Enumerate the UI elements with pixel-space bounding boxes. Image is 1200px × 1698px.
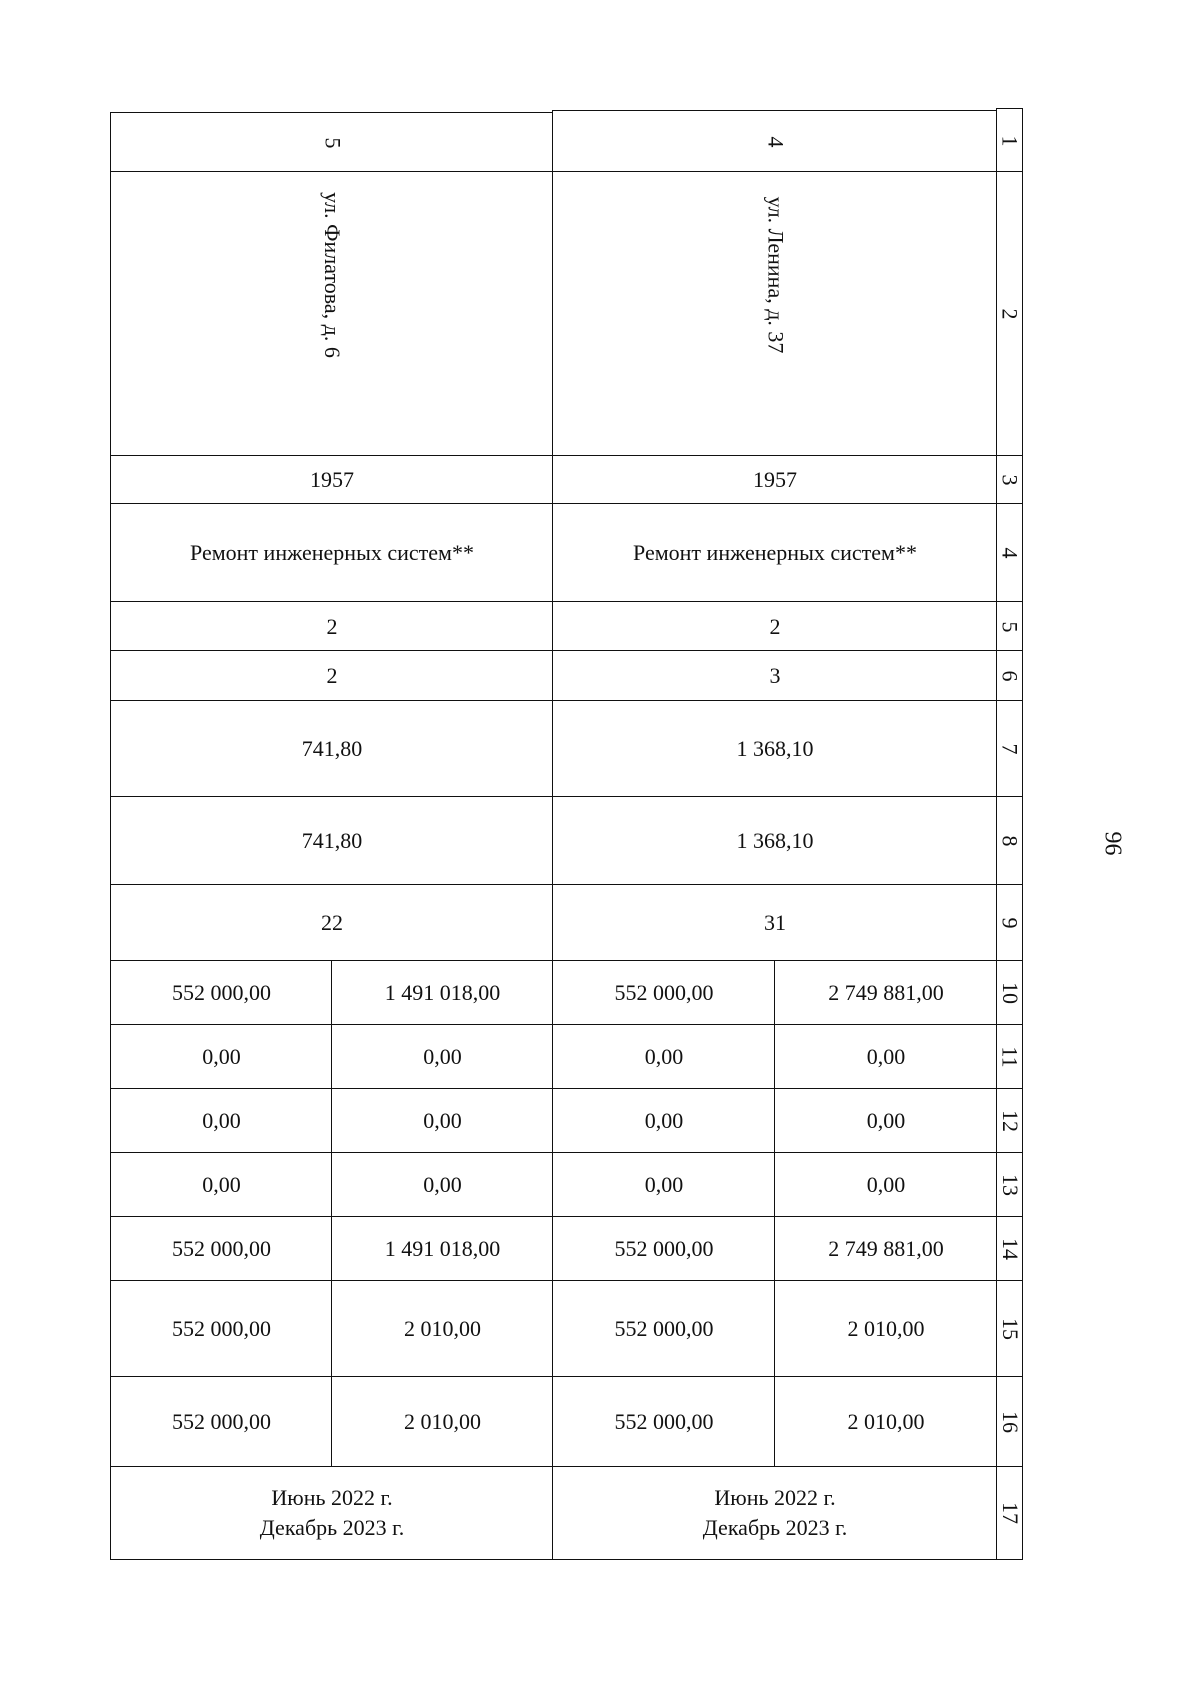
col16-b <box>774 1376 998 1468</box>
col7-value: 1 368,10 <box>736 736 814 761</box>
col10-a <box>110 960 333 1026</box>
period-start: Июнь 2022 г. <box>714 1485 836 1510</box>
value: 0,00 <box>866 1172 906 1197</box>
column-number: 4 <box>997 547 1023 559</box>
column-number-cell <box>996 884 1023 962</box>
col15-b <box>774 1280 998 1378</box>
col10-b <box>774 960 998 1026</box>
column-number: 17 <box>997 1502 1023 1524</box>
value: 2 749 881,00 <box>828 1236 944 1261</box>
value: 0,00 <box>423 1172 462 1197</box>
column-number-cell <box>996 650 1023 702</box>
col6-cell <box>552 650 998 702</box>
value: 0,00 <box>202 1172 241 1197</box>
value: 552 000,00 <box>172 1316 271 1341</box>
value: 0,00 <box>644 1108 684 1133</box>
column-number-cell <box>996 1466 1023 1560</box>
row-number-cell <box>110 112 554 173</box>
col16-a <box>552 1376 776 1468</box>
col8-value: 1 368,10 <box>736 828 814 853</box>
work-type-cell <box>552 503 998 603</box>
column-number: 6 <box>997 670 1023 682</box>
value: 2 010,00 <box>404 1409 481 1434</box>
year-text: 1957 <box>310 467 354 492</box>
column-number-cell <box>996 796 1023 886</box>
column-number-cell <box>996 503 1023 603</box>
value: 0,00 <box>866 1108 906 1133</box>
col12-a <box>110 1088 333 1154</box>
column-number: 14 <box>997 1238 1023 1260</box>
col8-cell <box>110 796 554 886</box>
period-start: Июнь 2022 г. <box>271 1485 393 1510</box>
column-number: 5 <box>997 621 1023 632</box>
column-number: 2 <box>997 308 1023 320</box>
column-number: 7 <box>997 743 1023 755</box>
column-number-cell <box>996 960 1023 1026</box>
col11-b <box>331 1024 554 1090</box>
col15-b <box>331 1280 554 1378</box>
col12-a <box>552 1088 776 1154</box>
col13-a <box>552 1152 776 1218</box>
col14-b <box>331 1216 554 1282</box>
col13-a <box>110 1152 333 1218</box>
col5-value: 2 <box>326 613 338 639</box>
col7-cell <box>552 700 998 798</box>
column-number: 15 <box>997 1318 1023 1340</box>
column-number: 16 <box>997 1411 1023 1433</box>
row-number: 4 <box>763 136 788 147</box>
col14-b <box>774 1216 998 1282</box>
value: 552 000,00 <box>172 1409 271 1434</box>
column-number-cell <box>996 1152 1023 1218</box>
column-number-cell <box>996 108 1023 173</box>
column-number-cell <box>996 171 1023 457</box>
col8-cell <box>552 796 998 886</box>
column-number: 9 <box>997 917 1023 929</box>
row-number: 5 <box>320 137 345 148</box>
column-number-cell <box>996 700 1023 798</box>
col6-value: 3 <box>769 663 781 688</box>
period-cell <box>552 1466 998 1560</box>
value: 2 010,00 <box>847 1316 925 1341</box>
col13-b <box>774 1152 998 1218</box>
column-number: 3 <box>997 474 1023 486</box>
col11-a <box>552 1024 776 1090</box>
col5-cell <box>552 601 998 652</box>
col5-cell <box>110 601 554 652</box>
col9-value: 31 <box>764 910 786 935</box>
value: 552 000,00 <box>172 1236 271 1261</box>
value: 552 000,00 <box>172 980 271 1005</box>
work-type-cell <box>110 503 554 603</box>
col15-a <box>110 1280 333 1378</box>
address-cell <box>110 171 554 457</box>
column-number: 11 <box>997 1046 1023 1068</box>
value: 552 000,00 <box>614 1236 714 1261</box>
value: 552 000,00 <box>614 1316 714 1341</box>
year-text: 1957 <box>753 467 797 492</box>
value: 0,00 <box>202 1108 241 1133</box>
value: 0,00 <box>644 1172 684 1197</box>
column-number: 12 <box>997 1110 1023 1132</box>
value: 0,00 <box>423 1044 462 1069</box>
col14-a <box>552 1216 776 1282</box>
column-number: 1 <box>997 135 1023 146</box>
column-number: 13 <box>997 1174 1023 1196</box>
col10-b <box>331 960 554 1026</box>
col6-cell <box>110 650 554 702</box>
col11-a <box>110 1024 333 1090</box>
col15-a <box>552 1280 776 1378</box>
column-number: 10 <box>997 982 1023 1004</box>
col14-a <box>110 1216 333 1282</box>
col10-a <box>552 960 776 1026</box>
address-cell <box>552 171 998 457</box>
col7-cell <box>110 700 554 798</box>
row-number-cell <box>552 110 998 173</box>
col9-value: 22 <box>321 910 343 935</box>
col12-b <box>331 1088 554 1154</box>
value: 552 000,00 <box>614 1409 714 1434</box>
address-text: ул. Филатова, д. 6 <box>319 192 345 358</box>
value: 2 749 881,00 <box>828 980 944 1005</box>
value: 552 000,00 <box>614 980 714 1005</box>
col9-cell <box>552 884 998 962</box>
value: 2 010,00 <box>404 1316 481 1341</box>
value: 1 491 018,00 <box>384 980 501 1005</box>
column-number: 8 <box>997 835 1023 847</box>
value: 1 491 018,00 <box>384 1236 501 1261</box>
period-end: Декабрь 2023 г. <box>259 1515 405 1540</box>
col11-b <box>774 1024 998 1090</box>
year-cell <box>552 455 998 505</box>
col7-value: 741,80 <box>301 736 363 761</box>
year-cell <box>110 455 554 505</box>
col8-value: 741,80 <box>301 828 363 853</box>
address-text: ул. Ленина, д. 37 <box>762 196 788 354</box>
col5-value: 2 <box>769 613 781 639</box>
col13-b <box>331 1152 554 1218</box>
col6-value: 2 <box>326 663 338 688</box>
value: 2 010,00 <box>847 1409 925 1434</box>
column-number-cell <box>996 1280 1023 1378</box>
col16-a <box>110 1376 333 1468</box>
period-cell <box>110 1466 554 1560</box>
column-number-cell <box>996 601 1023 652</box>
value: 0,00 <box>423 1108 462 1133</box>
value: 0,00 <box>202 1044 241 1069</box>
col9-cell <box>110 884 554 962</box>
page-number: 96 <box>1099 831 1126 856</box>
column-number-cell <box>996 1088 1023 1154</box>
col12-b <box>774 1088 998 1154</box>
column-number-cell <box>996 1216 1023 1282</box>
column-number-cell <box>996 1024 1023 1090</box>
period-end: Декабрь 2023 г. <box>702 1515 848 1540</box>
value: 0,00 <box>644 1044 684 1069</box>
col16-b <box>331 1376 554 1468</box>
work-type-text: Ремонт инженерных систем** <box>190 540 474 565</box>
work-type-text: Ремонт инженерных систем** <box>633 540 917 565</box>
column-number-cell <box>996 455 1023 505</box>
value: 0,00 <box>866 1044 906 1069</box>
column-number-cell <box>996 1376 1023 1468</box>
